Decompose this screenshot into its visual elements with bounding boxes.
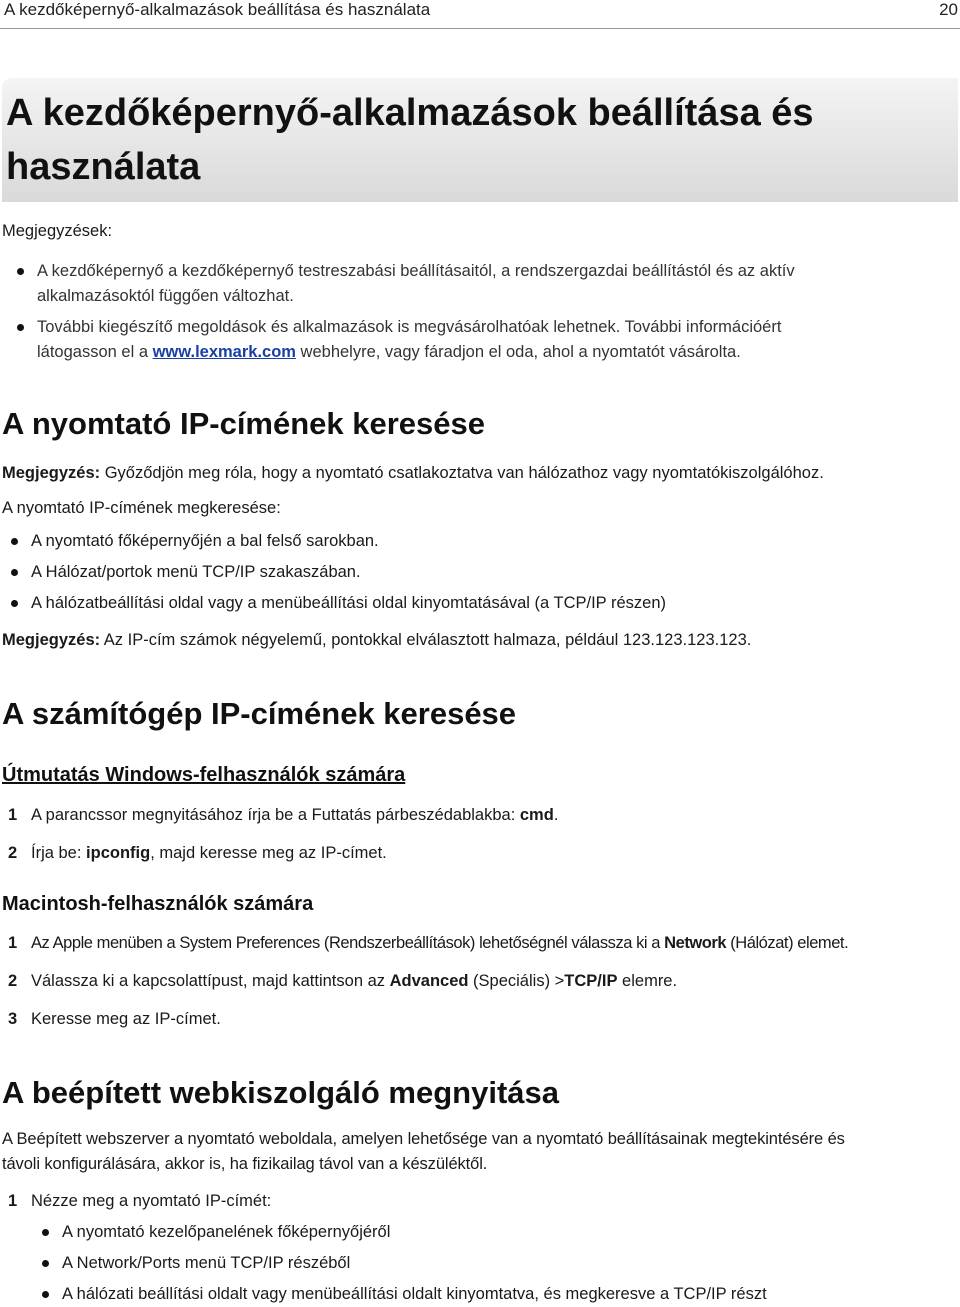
note-item-2 (37, 315, 947, 365)
page-number: 20 (939, 0, 958, 19)
note-label: Megjegyzés: (2, 631, 101, 649)
ews-step-1: Nézze meg a nyomtató IP-címét: (31, 1192, 272, 1210)
running-header (4, 0, 958, 22)
command-cmd: cmd (519, 806, 554, 824)
step-text-after: elemre. (617, 972, 678, 990)
bullet-icon (11, 538, 18, 545)
note-item-1-line2: alkalmazásoktól függően változhat. (37, 287, 294, 305)
step-number: 1 (8, 1192, 18, 1210)
lexmark-link[interactable]: www.lexmark.com (152, 343, 296, 361)
ews-sub-bullet-1: A nyomtató kezelőpanelének főképernyőjéről (62, 1223, 391, 1241)
printer-ip-bullet-3: A hálózatbeállítási oldal vagy a menübeállítási oldal kinyomtatásával (a TCP/IP részen) (31, 594, 666, 612)
bullet-icon (42, 1260, 49, 1267)
step-number: 1 (8, 934, 18, 952)
advanced-option: Advanced (389, 972, 469, 990)
header-rule (0, 28, 960, 29)
note-item-2-line1: További kiegészítő megoldások és alkalmazások is megvásárolhatóak lehetnek. További információért (37, 318, 782, 336)
step-number: 3 (8, 1010, 18, 1028)
printer-ip-bullet-2: A Hálózat/portok menü TCP/IP szakaszában. (31, 563, 361, 581)
printer-ip-bullet-1: A nyomtató főképernyőjén a bal felső sarokban. (31, 532, 379, 550)
note-item-2-prefix: látogasson el a (37, 343, 153, 361)
section-heading-printer-ip: A nyomtató IP-címének keresése (2, 406, 486, 441)
chapter-title (6, 86, 906, 194)
bullet-icon (11, 600, 18, 607)
bullet-icon (17, 324, 24, 331)
section-heading-ews: A beépített webkiszolgáló megnyitása (2, 1075, 559, 1110)
step-number: 2 (8, 844, 18, 862)
section-heading-computer-ip: A számítógép IP-címének keresése (2, 696, 517, 731)
step-text: Az Apple menüben a System Preferences (Rendszerbeállítások) lehetőségnél válassza ki a (31, 934, 665, 952)
windows-heading: Útmutatás Windows-felhasználók számára (2, 764, 406, 786)
bullet-icon (42, 1229, 49, 1236)
step-text-after: , majd keresse meg az IP-címet. (150, 844, 387, 862)
step-text-after: . (553, 806, 559, 824)
step-number: 1 (8, 806, 18, 824)
note-item-1 (37, 259, 937, 309)
running-header-title: A kezdőképernyő-alkalmazások beállítása és használata (4, 0, 431, 19)
bullet-icon (11, 569, 18, 576)
chapter-title-band (2, 78, 958, 202)
step-text: A parancssor megnyitásához írja be a Futtatás párbeszédablakba: (31, 806, 520, 824)
notes-label: Megjegyzések: (2, 222, 113, 240)
note-label: Megjegyzés: (2, 464, 101, 482)
mac-step-3: Keresse meg az IP-címet. (31, 1010, 221, 1028)
ews-paragraph (2, 1127, 960, 1177)
printer-ip-intro: A nyomtató IP-címének megkeresése: (2, 499, 281, 517)
ews-sub-bullet-2: A Network/Ports menü TCP/IP részéből (62, 1254, 351, 1272)
bullet-icon (42, 1291, 49, 1298)
chapter-title-line1: A kezdőképernyő-alkalmazások beállítása és (6, 92, 814, 134)
note-text: Az IP-cím számok négyelemű, pontokkal elválasztott halmaza, például 123.123.123.123. (100, 631, 752, 649)
note-item-1-line1: A kezdőképernyő a kezdőképernyő testreszabási beállításaitól, a rendszergazdai beállítástól és az aktív (37, 262, 795, 280)
step-text: Válassza ki a kapcsolattípust, majd kattintson az (31, 972, 390, 990)
printer-ip-note-2 (2, 628, 952, 653)
network-option: Network (664, 934, 727, 952)
ews-sub-bullet-3: A hálózati beállítási oldalt vagy menübeállítási oldalt kinyomtatva, és megkeresve a TCP/IP részt (62, 1285, 767, 1303)
chapter-title-line2: használata (6, 146, 201, 188)
note-item-2-suffix: webhelyre, vagy fáradjon el oda, ahol a nyomtatót vásárolta. (295, 343, 741, 361)
step-text: Írja be: (31, 844, 87, 862)
step-text-after: (Hálózat) elemet. (726, 934, 849, 952)
command-ipconfig: ipconfig (86, 844, 151, 862)
ews-paragraph-line2: távoli konfigurálására, akkor is, ha fizikailag távol van a készüléktől. (2, 1155, 488, 1173)
mac-step-1 (31, 931, 958, 956)
note-text: Győződjön meg róla, hogy a nyomtató csatlakoztatva van hálózathoz vagy nyomtatókiszolgálóhoz. (100, 464, 824, 482)
mac-heading: Macintosh-felhasználók számára (2, 893, 314, 915)
mac-step-2 (31, 969, 677, 994)
step-number: 2 (8, 972, 18, 990)
bullet-icon (17, 268, 24, 275)
ews-paragraph-line1: A Beépített webszerver a nyomtató weboldala, amelyen lehetősége van a nyomtató beállításainak megtekintésére és (2, 1130, 845, 1148)
step-text-mid: (Speciális) > (468, 972, 565, 990)
windows-step-1 (31, 803, 558, 828)
windows-step-2 (31, 841, 387, 866)
printer-ip-note-1 (2, 461, 952, 486)
tcpip-option: TCP/IP (564, 972, 618, 990)
